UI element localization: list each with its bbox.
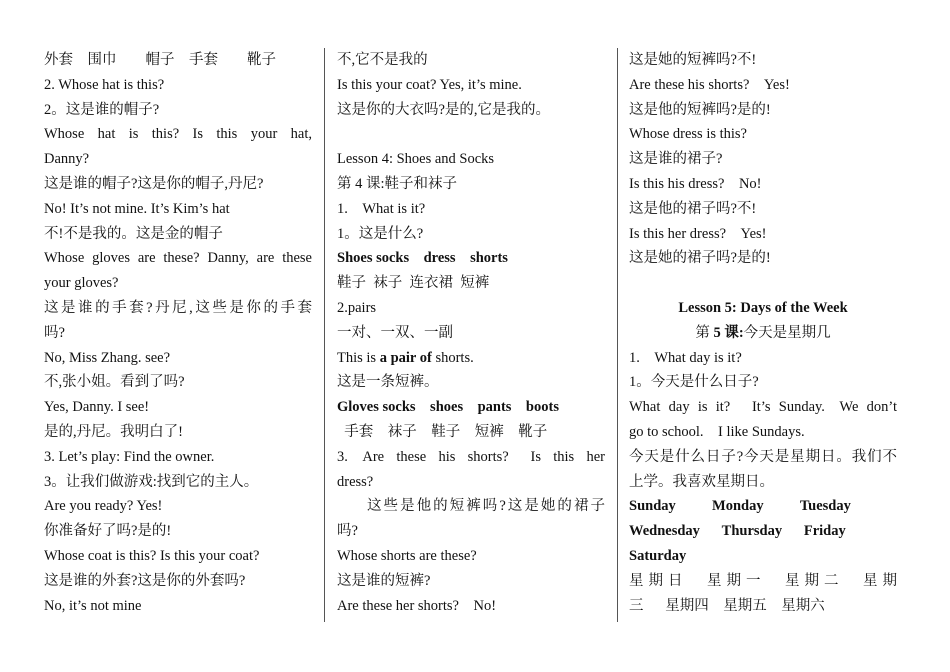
text-line: 你准备好了吗?是的! (44, 523, 172, 540)
text-line (629, 321, 897, 346)
text-line (629, 271, 897, 296)
text-line: 2. Whose hat is this? (44, 76, 165, 93)
text-line: 不!不是我的。这是金的帽子 (44, 225, 223, 242)
text-line: 1. What is it? (337, 200, 426, 217)
text-line: 这是一条短裤。 (337, 374, 439, 391)
column-divider-1 (324, 48, 325, 622)
text-line: Are you ready? Yes! (44, 498, 163, 515)
text-line: 这是谁的手套?丹尼,这些是你的手套 (44, 299, 312, 316)
text-line: 3. Are these his shorts? Is this her (337, 448, 605, 465)
text-line: Is this his dress? No! (629, 175, 762, 192)
line-bold-text: 5 课: (713, 324, 744, 341)
text-line: Lesson 4: Shoes and Socks (337, 151, 495, 168)
line-text: shorts. (431, 349, 474, 366)
text-line: Sunday Monday Tuesday (629, 498, 851, 515)
text-line: 2.pairs (337, 299, 377, 316)
text-line: Whose gloves are these? Danny, are these (44, 250, 312, 267)
text-line: 1。今天是什么日子? (629, 374, 759, 391)
column-divider-2 (617, 48, 618, 622)
text-line: 1。这是什么? (337, 225, 424, 242)
text-line: 手套 袜子 鞋子 短裤 靴子 (337, 423, 548, 440)
text-line: 吗? (44, 324, 65, 341)
text-line: 这是你的大衣吗?是的,它是我的。 (337, 101, 551, 118)
text-line: Shoes socks dress shorts (337, 250, 508, 267)
text-line: 这是谁的帽子?这是你的帽子,丹尼? (44, 175, 264, 192)
text-line: 1. What day is it? (629, 349, 742, 366)
text-line: 是的,丹尼。我明白了! (44, 423, 183, 440)
line-text: This is (337, 349, 380, 366)
text-line: What day is it? It’s Sunday. We don’t (629, 399, 897, 416)
text-line: Yes, Danny. I see! (44, 399, 150, 416)
text-line: Are these his shorts? Yes! (629, 76, 790, 93)
text-line: 3。让我们做游戏:找到它的主人。 (44, 473, 259, 490)
text-line: Danny? (44, 151, 90, 168)
text-line: 鞋子 袜子 连衣裙 短裤 (337, 275, 490, 292)
text-line: 这是谁的外套?这是你的外套吗? (44, 572, 246, 589)
text-line: 外套 围巾 帽子 手套 靴子 (44, 52, 276, 68)
text-line: No, it’s not mine (44, 597, 142, 614)
text-line: 不,它不是我的 (337, 52, 428, 68)
text-line: 三 星期四 星期五 星期六 (629, 597, 825, 614)
text-line: Is this her dress? Yes! (629, 225, 767, 242)
text-line: Whose coat is this? Is this your coat? (44, 547, 260, 564)
text-line: 一对、一双、一副 (337, 324, 453, 341)
text-line: 吗? (337, 523, 358, 540)
text-line: go to school. I like Sundays. (629, 423, 805, 440)
text-line: 这是他的短裤吗?是的! (629, 101, 771, 118)
text-line: Whose shorts are these? (337, 547, 477, 564)
text-line: 这是谁的短裤? (337, 572, 431, 589)
text-line: 星期日 星期一 星期二 星期 (629, 572, 897, 589)
text-line: 第 4 课:鞋子和袜子 (337, 175, 458, 192)
text-column-1 (44, 48, 312, 618)
text-line: dress? (337, 473, 374, 490)
text-line: Wednesday Thursday Friday (629, 523, 846, 540)
text-column-2 (337, 48, 605, 618)
text-line: your gloves? (44, 275, 119, 292)
text-line: 这是她的短裤吗?不! (629, 52, 757, 68)
text-line (337, 346, 605, 371)
line-text: 第 (695, 324, 714, 341)
text-line: 3. Let’s play: Find the owner. (44, 448, 215, 465)
text-line: 上学。我喜欢星期日。 (629, 473, 774, 490)
text-line: 这些是他的短裤吗?这是她的裙子 (367, 498, 605, 515)
text-line: No! It’s not mine. It’s Kim’s hat (44, 200, 230, 217)
text-line: 这是谁的裙子? (629, 151, 723, 168)
text-line: Are these her shorts? No! (337, 597, 497, 614)
text-line: 今天是什么日子?今天是星期日。我们不 (629, 448, 897, 465)
text-column-3 (629, 48, 897, 618)
text-line: Is this your coat? Yes, it’s mine. (337, 76, 522, 93)
text-line: Whose hat is this? Is this your hat, (44, 126, 312, 143)
text-line: 这是他的裙子吗?不! (629, 200, 757, 217)
text-line: No, Miss Zhang. see? (44, 349, 171, 366)
text-line: 不,张小姐。看到了吗? (44, 374, 185, 391)
text-line: 这是她的裙子吗?是的! (629, 250, 771, 267)
text-line (337, 122, 605, 147)
text-line: Gloves socks shoes pants boots (337, 399, 559, 416)
text-line: Saturday (629, 547, 687, 564)
line-text: 今天是星期几 (743, 324, 831, 341)
line-bold-text: a pair of (379, 349, 432, 366)
text-line: Whose dress is this? (629, 126, 747, 143)
text-line: 2。这是谁的帽子? (44, 101, 160, 118)
text-line: Lesson 5: Days of the Week (678, 299, 848, 316)
